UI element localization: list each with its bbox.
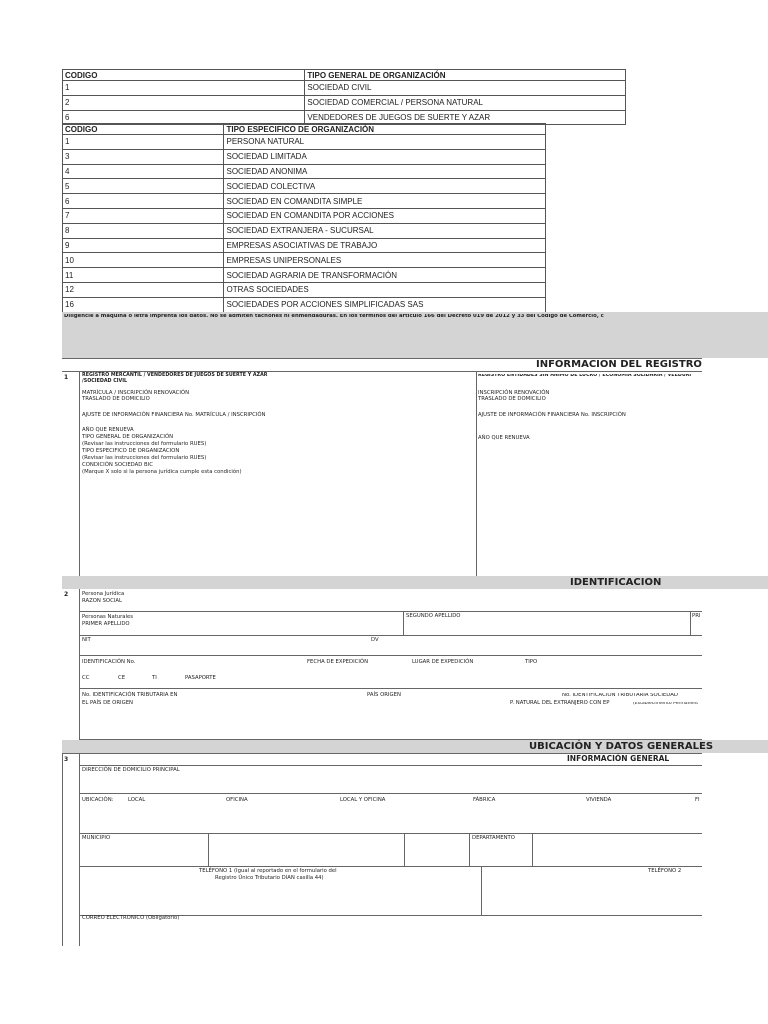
table-row	[63, 268, 546, 283]
row-code: 9	[63, 238, 224, 253]
correo-electronico-label: CORREO ELECTRONICO (Obligatorio)	[82, 915, 180, 921]
row-code: 7	[63, 208, 224, 223]
row-code: 6	[63, 110, 305, 125]
field-divider	[208, 833, 209, 866]
ano-renueva-label: AÑO QUE RENUEVA	[82, 427, 134, 433]
row-label: SOCIEDAD LIMITADA	[224, 149, 546, 164]
ubicacion-finca-option: FI	[695, 797, 700, 803]
registro-mercantil-header-2: /SOCIEDAD CIVIL	[82, 379, 128, 384]
row-code: 4	[63, 164, 224, 179]
section-number-1: 1	[64, 374, 69, 381]
ubicacion-fabrica-option: FÁBRICA	[473, 797, 496, 803]
row-label: SOCIEDAD ANONIMA	[224, 164, 546, 179]
table-row	[63, 253, 546, 268]
table-row	[63, 164, 546, 179]
row-label: SOCIEDAD EXTRANJERA - SUCURSAL	[224, 223, 546, 238]
row-label: SOCIEDAD AGRARIA DE TRANSFORMACIÓN	[224, 268, 546, 283]
row-label: EMPRESAS ASOCIATIVAS DE TRABAJO	[224, 238, 546, 253]
row-label: SOCIEDAD EN COMANDITA POR ACCIONES	[224, 208, 546, 223]
p-natural-extranjero-label: P. NATURAL DEL EXTRANJERO CON EP	[510, 700, 610, 706]
telefono-1-label: TELÉFONO 1 (Igual al reportado en el formulario del	[199, 868, 337, 874]
ano-renueva-label: AÑO QUE RENUEVA	[478, 435, 530, 441]
field-line	[79, 765, 702, 766]
row-code: 6	[63, 194, 224, 209]
departamento-label: DEPARTAMENTO	[472, 835, 515, 841]
section-line	[62, 371, 702, 372]
row-code: 11	[63, 268, 224, 283]
matricula-renovacion-label: MATRÍCULA / INSCRIPCIÓN RENOVACIÓN	[82, 390, 190, 396]
table-row	[63, 179, 546, 194]
traslado-domicilio-label: TRASLADO DE DOMICILIO	[82, 396, 150, 402]
row-code: 3	[63, 149, 224, 164]
field-line	[79, 793, 702, 794]
row-label: SOCIEDAD COMERCIAL / PERSONA NATURAL	[305, 95, 626, 110]
row-code: 12	[63, 282, 224, 297]
id-tributaria-sociedad-label: No. IDENTIFICACIÓN TRIBUTARIA SOCIEDAD	[562, 693, 678, 698]
pais-origen-label: PAÍS ORIGEN	[367, 692, 401, 698]
row-code: 1	[63, 135, 224, 150]
table-header-row	[63, 70, 626, 81]
primer-nombre-label: PRI	[692, 613, 701, 619]
id-tributaria-label-2: EL PAÍS DE ORIGEN	[82, 700, 134, 706]
tipo-especifico-label: TIPO ESPECIFICO DE ORGANIZACION	[82, 448, 180, 454]
instrucciones-note: (Revisar las instrucciones del formulario RUES)	[82, 455, 207, 461]
section-divider	[79, 371, 80, 576]
row-code: 8	[63, 223, 224, 238]
ajuste-financiera-label: AJUSTE DE INFORMACIÓN FINANCIERA No. MATRÍCULA / INSCRIPCIÓN	[82, 412, 266, 418]
primer-apellido-label: PRIMER APELLIDO	[82, 621, 130, 627]
tipo-especifico-table	[62, 123, 546, 313]
field-divider	[481, 866, 482, 915]
identificacion-band	[62, 576, 768, 589]
traslado-domicilio-label: TRASLADO DE DOMICILIO	[478, 396, 546, 402]
row-label: VENDEDORES DE JUEGOS DE SUERTE Y AZAR	[305, 110, 626, 125]
ubicacion-local-oficina-option: LOCAL Y OFICINA	[340, 797, 386, 803]
ubicacion-label: UBICACIÓN:	[82, 797, 114, 803]
tipo-general-table	[62, 69, 626, 125]
field-line	[79, 833, 702, 834]
row-code: 2	[63, 95, 305, 110]
section-left-border	[62, 753, 63, 946]
header-codigo: CODIGO	[63, 70, 305, 81]
nit-label: NIT	[82, 637, 91, 643]
telefono-2-label: TELÉFONO 2	[648, 868, 682, 874]
registro-esal-header: REGISTRO ENTIDADES SIN ÁNIMO DE LUCRO / ECONOMÍA SOLIDARIA / VEEDURÍ	[478, 374, 692, 378]
row-label: OTRAS SOCIEDADES	[224, 282, 546, 297]
section-divider	[476, 371, 477, 576]
ubicacion-oficina-option: OFICINA	[226, 797, 248, 803]
row-code: 1	[63, 81, 305, 96]
section-number-2: 2	[64, 591, 69, 598]
table-row	[63, 297, 546, 312]
tipo-general-label: TIPO GENERAL DE ORGANIZACIÓN	[82, 434, 174, 440]
field-divider	[469, 833, 470, 866]
field-line	[79, 866, 702, 867]
doc-type-ti: TI	[152, 675, 157, 681]
field-divider	[532, 833, 533, 866]
condicion-bic-label: CONDICIÓN SOCIEDAD BIC	[82, 462, 153, 468]
row-code: 16	[63, 297, 224, 312]
header-codigo: CODIGO	[63, 124, 224, 135]
dv-label: DV	[371, 637, 379, 643]
direccion-domicilio-label: DIRECCIÓN DE DOMICILIO PRINCIPAL	[82, 767, 180, 773]
doc-type-pasaporte: PASAPORTE	[185, 675, 216, 681]
section-divider	[79, 753, 80, 946]
row-label: SOCIEDAD CIVIL	[305, 81, 626, 96]
row-code: 5	[63, 179, 224, 194]
instrucciones-note: (Revisar las instrucciones del formulario RUES)	[82, 441, 207, 447]
row-code: 10	[63, 253, 224, 268]
table-header-row	[63, 124, 546, 135]
tipo-label: TIPO	[525, 659, 538, 665]
field-line	[79, 655, 702, 656]
informacion-general-subtitle: INFORMACIÓN GENERAL	[567, 754, 670, 763]
table-row	[63, 135, 546, 150]
table-row	[63, 81, 626, 96]
section-number-3: 3	[64, 756, 69, 763]
registro-mercantil-header: REGISTRO MERCANTIL / VENDEDORES DE JUEGOS DE SUERTE Y AZAR	[82, 373, 268, 378]
identificacion-no-label: IDENTIFICACIÓN No.	[82, 659, 136, 665]
table-row	[63, 208, 546, 223]
field-line	[79, 688, 702, 689]
header-tipo-general: TIPO GENERAL DE ORGANIZACIÓN	[305, 70, 626, 81]
segundo-apellido-label: SEGUNDO APELLIDO	[406, 613, 461, 619]
razon-social-label: RAZON SOCIAL	[82, 598, 122, 604]
telefono-1-note: Registro Único Tributario DIAN casilla 44)	[215, 875, 324, 881]
table-row	[63, 223, 546, 238]
field-divider	[403, 611, 404, 635]
row-label: SOCIEDAD COLECTIVA	[224, 179, 546, 194]
row-label: SOCIEDADES POR ACCIONES SIMPLIFICADAS SAS	[224, 297, 546, 312]
doc-type-cc: CC	[82, 675, 90, 681]
field-line	[79, 635, 702, 636]
ubicacion-vivienda-option: VIVIENDA	[586, 797, 612, 803]
field-divider	[404, 833, 405, 866]
section-title-registro: INFORMACION DEL REGISTRO	[536, 359, 702, 370]
condicion-bic-note: (Marque X solo si la persona jurídica cumple esta condición)	[82, 469, 242, 475]
municipio-label: MUNICIPIO	[82, 835, 111, 841]
field-line	[79, 611, 702, 612]
ubicacion-local-option: LOCAL	[128, 797, 146, 803]
personas-naturales-label: Personas Naturales	[82, 614, 134, 620]
lugar-expedicion-label: LUGAR DE EXPEDICIÓN	[412, 659, 474, 665]
section-title-ubicacion: UBICACIÓN Y DATOS GENERALES	[529, 741, 714, 752]
row-label: SOCIEDAD EN COMANDITA SIMPLE	[224, 194, 546, 209]
table-row	[63, 194, 546, 209]
row-label: PERSONA NATURAL	[224, 135, 546, 150]
inscripcion-renovacion-label: INSCRIPCIÓN RENOVACIÓN	[478, 390, 550, 396]
row-label: EMPRESAS UNIPERSONALES	[224, 253, 546, 268]
establecimiento-note: (Establecimiento Permanent	[633, 702, 699, 706]
table-row	[63, 238, 546, 253]
table-row	[63, 282, 546, 297]
persona-juridica-label: Persona Jurídica	[82, 591, 125, 597]
table-row	[63, 95, 626, 110]
ajuste-financiera-inscripcion-label: AJUSTE DE INFORMACIÓN FINANCIERA No. INSCRIPCIÓN	[478, 412, 626, 418]
section-title-identificacion: IDENTIFICACION	[570, 577, 662, 588]
id-tributaria-label: No. IDENTIFICACIÓN TRIBUTARIA EN	[82, 692, 178, 698]
doc-type-ce: CE	[118, 675, 126, 681]
table-row	[63, 149, 546, 164]
fecha-expedicion-label: FECHA DE EXPEDICIÓN	[307, 659, 369, 665]
header-tipo-especifico: TIPO ESPECIFICO DE ORGANIZACIÓN	[224, 124, 546, 135]
field-divider	[690, 611, 691, 635]
notice-text: Diligencie a máquina o letra imprenta los datos. No se admiten tachones ni enmendaduras. En los terminos del articulo 166 del Decreto 019 de 2012 y 33 del Codigo de Comercio, c	[64, 314, 604, 319]
